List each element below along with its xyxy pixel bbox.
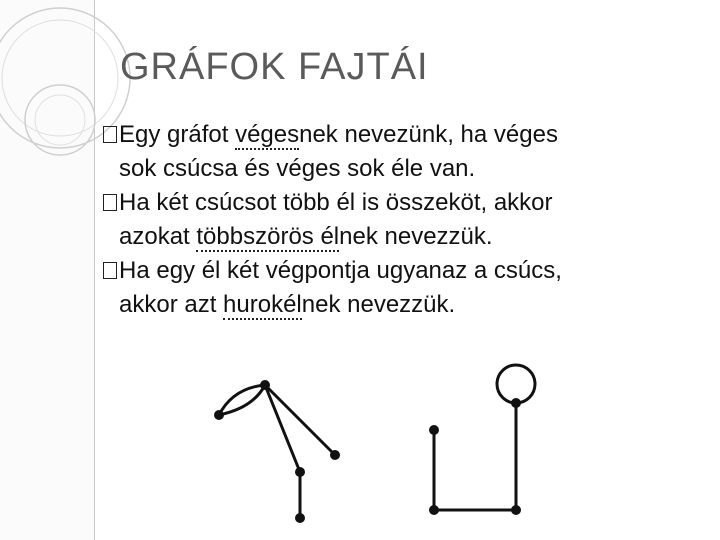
graph-edge [219,385,265,415]
term-underlined: hurokél [223,291,302,318]
bullet-line: sok csúcsa és véges sok éle van. [119,155,476,182]
bullet-item-multi-edge [103,186,703,254]
bullet-item-loop-edge [103,254,703,322]
bullet-list [103,118,703,322]
graph-vertex [214,410,224,420]
graph-edge [219,385,265,415]
bullet-text: nek nevezzük. [339,223,493,250]
graph-vertices [429,398,521,515]
square-bullet-icon [103,194,117,211]
graph-vertices [214,380,340,523]
loop-edge-graph-figure [420,360,570,535]
bullet-text: Egy gráfot [119,121,236,148]
multi-edge-graph-figure [195,360,355,530]
graph-vertex [429,505,439,515]
graph-vertex [511,398,521,408]
graph-vertex [330,450,340,460]
graph-vertex [429,425,439,435]
bullet-line: Ha két csúcsot több él is összeköt, akkor [119,189,553,216]
graph-edges [434,365,535,510]
graph-vertex [295,467,305,477]
square-bullet-icon [103,126,117,143]
graph-edge [265,385,300,472]
graph-vertex [511,505,521,515]
graph-vertex [295,513,305,523]
graph-loop-edge [497,365,535,403]
slide-title: GRÁFOK FAJTÁI [120,46,429,88]
graph-edge [265,385,335,455]
graph-edges [219,385,335,518]
term-underlined: többszörös él [196,223,340,250]
bullet-line [119,220,703,254]
bullet-item-finite-graph [103,118,703,186]
bullet-line [119,288,703,322]
graph-vertex [260,380,270,390]
bullet-line [119,118,703,152]
bullet-text: nek nevezünk, ha véges [299,121,558,148]
bullet-line: Ha egy él két végpontja ugyanaz a csúcs, [119,257,562,284]
bullet-text: nek nevezzük. [301,291,456,318]
bullet-text: akkor azt [119,291,224,318]
bullet-text: azokat [119,223,197,250]
square-bullet-icon [103,262,117,279]
term-underlined: véges [235,121,300,148]
